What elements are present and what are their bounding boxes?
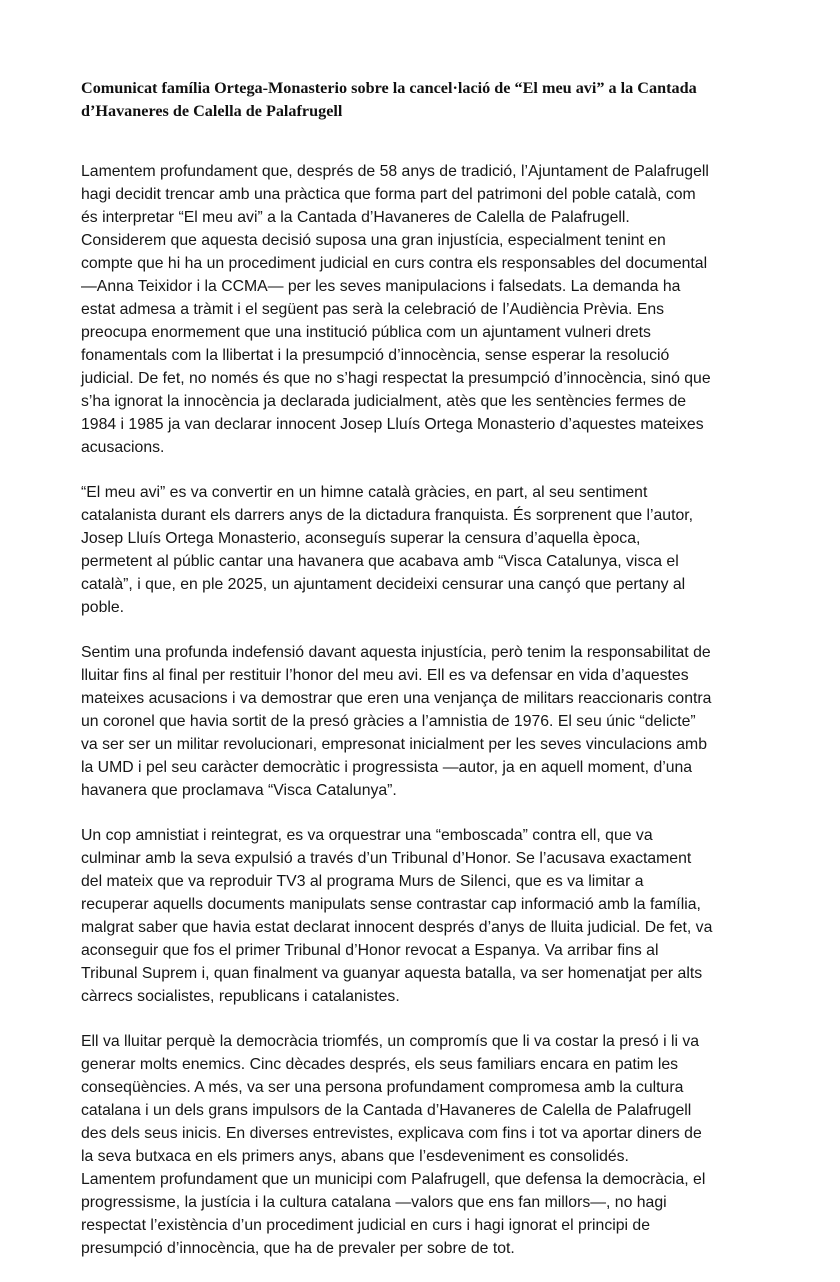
- text-line: catalanista durant els darrers anys de la dictadura franquista. És sorprenent que l’autor,: [81, 507, 694, 524]
- paragraph-2: [81, 481, 801, 619]
- text-line: catalana i un dels grans impulsors de la Cantada d’Havaneres de Calella de Palafrugell: [81, 1102, 692, 1119]
- text-line: 1984 i 1985 ja van declarar innocent Josep Lluís Ortega Monasterio d’aquestes mateixes: [81, 416, 704, 433]
- text-line: Lamentem profundament que, després de 58 anys de tradició, l’Ajuntament de Palafrugell: [81, 163, 709, 180]
- text-line: culminar amb la seva expulsió a través d’un Tribunal d’Honor. Se l’acusava exactament: [81, 850, 692, 867]
- text-line: va ser ser un militar revolucionari, empresonat inicialment per les seves vinculacions amb: [81, 736, 707, 753]
- document-title: [81, 77, 781, 123]
- document-body: [81, 160, 801, 1282]
- text-line: la seva butxaca en els primers anys, abans que l’esdeveniment es consolidés.: [81, 1148, 629, 1165]
- paragraph-3: [81, 641, 801, 802]
- title-line: d’Havaneres de Calella de Palafrugell: [81, 102, 343, 120]
- text-line: Tribunal Suprem i, quan finalment va guanyar aquesta batalla, va ser homenatjat per alts: [81, 965, 703, 982]
- text-line: des dels seus inicis. En diverses entrevistes, explicava com fins i tot va aportar diners de: [81, 1125, 702, 1142]
- text-line: aconseguir que fos el primer Tribunal d’Honor revocat a Espanya. Va arribar fins al: [81, 942, 659, 959]
- text-line: és interpretar “El meu avi” a la Cantada d’Havaneres de Calella de Palafrugell.: [81, 209, 630, 226]
- text-line: Josep Lluís Ortega Monasterio, aconseguís superar la censura d’aquella època,: [81, 530, 641, 547]
- text-line: havanera que proclamava “Visca Catalunya”.: [81, 782, 397, 799]
- text-line: poble.: [81, 599, 125, 616]
- text-line: Considerem que aquesta decisió suposa una gran injustícia, especialment tenint en: [81, 232, 666, 249]
- text-line: conseqüències. A més, va ser una persona profundament compromesa amb la cultura: [81, 1079, 684, 1096]
- text-line: permetent al públic cantar una havanera que acabava amb “Visca Catalunya, visca el: [81, 553, 679, 570]
- text-line: “El meu avi” es va convertir en un himne català gràcies, en part, al seu sentiment: [81, 484, 648, 501]
- title-line: Comunicat família Ortega-Monasterio sobre la cancel·lació de “El meu avi” a la Cantada: [81, 79, 697, 97]
- text-line: Lamentem profundament que un municipi com Palafrugell, que defensa la democràcia, el: [81, 1171, 706, 1188]
- text-line: estat admesa a tràmit i el següent pas serà la celebració de l’Audiència Prèvia. Ens: [81, 301, 665, 318]
- text-line: generar molts enemics. Cinc dècades després, els seus familiars encara en patim les: [81, 1056, 679, 1073]
- text-line: Ell va lluitar perquè la democràcia triomfés, un compromís que li va costar la presó i li va: [81, 1033, 700, 1050]
- text-line: respectat l’existència d’un procediment judicial en curs i hagi ignorat el principi de: [81, 1217, 650, 1234]
- text-line: judicial. De fet, no només és que no s’hagi respectat la presumpció d’innocència, sinó que: [81, 370, 711, 387]
- text-line: mateixes acusacions i va demostrar que eren una venjança de militars reaccionaris contra: [81, 690, 712, 707]
- text-line: acusacions.: [81, 439, 165, 456]
- text-line: progressisme, la justícia i la cultura catalana —valors que ens fan millors—, no hagi: [81, 1194, 667, 1211]
- text-line: hagi decidit trencar amb una pràctica que forma part del patrimoni del poble català, com: [81, 186, 696, 203]
- text-line: malgrat saber que havia estat declarat innocent després d’anys de lluita judicial. De fet, va: [81, 919, 713, 936]
- text-line: lluitar fins al final per restituir l’honor del meu avi. Ell es va defensar en vida d’aquestes: [81, 667, 689, 684]
- text-line: del mateix que va reproduir TV3 al programa Murs de Silenci, que es va limitar a: [81, 873, 644, 890]
- text-line: recuperar aquells documents manipulats sense contrastar cap informació amb la família,: [81, 896, 701, 913]
- text-line: català”, i que, en ple 2025, un ajuntament decideixi censurar una cançó que pertany al: [81, 576, 686, 593]
- paragraph-4: [81, 824, 801, 1008]
- text-line: —Anna Teixidor i la CCMA— per les seves manipulacions i falsedats. La demanda ha: [81, 278, 681, 295]
- paragraph-5: [81, 1030, 801, 1260]
- text-line: càrrecs socialistes, republicans i catalanistes.: [81, 988, 400, 1005]
- text-line: la UMD i pel seu caràcter democràtic i progressista —autor, ja en aquell moment, d’una: [81, 759, 693, 776]
- paragraph-1: [81, 160, 801, 459]
- text-line: Sentim una profunda indefensió davant aquesta injustícia, però tenim la responsabilitat de: [81, 644, 711, 661]
- text-line: presumpció d’innocència, que ha de prevaler per sobre de tot.: [81, 1240, 515, 1257]
- text-line: preocupa enormement que una institució pública com un ajuntament vulneri drets: [81, 324, 651, 341]
- text-line: compte que hi ha un procediment judicial en curs contra els responsables del documental: [81, 255, 708, 272]
- text-line: s’ha ignorat la innocència ja declarada judicialment, atès que les sentències fermes de: [81, 393, 687, 410]
- text-line: fonamentals com la llibertat i la presumpció d’innocència, sense esperar la resolució: [81, 347, 670, 364]
- text-line: Un cop amnistiat i reintegrat, es va orquestrar una “emboscada” contra ell, que va: [81, 827, 653, 844]
- text-line: un coronel que havia sortit de la presó gràcies a l’amnistia de 1976. El seu únic “delicte”: [81, 713, 696, 730]
